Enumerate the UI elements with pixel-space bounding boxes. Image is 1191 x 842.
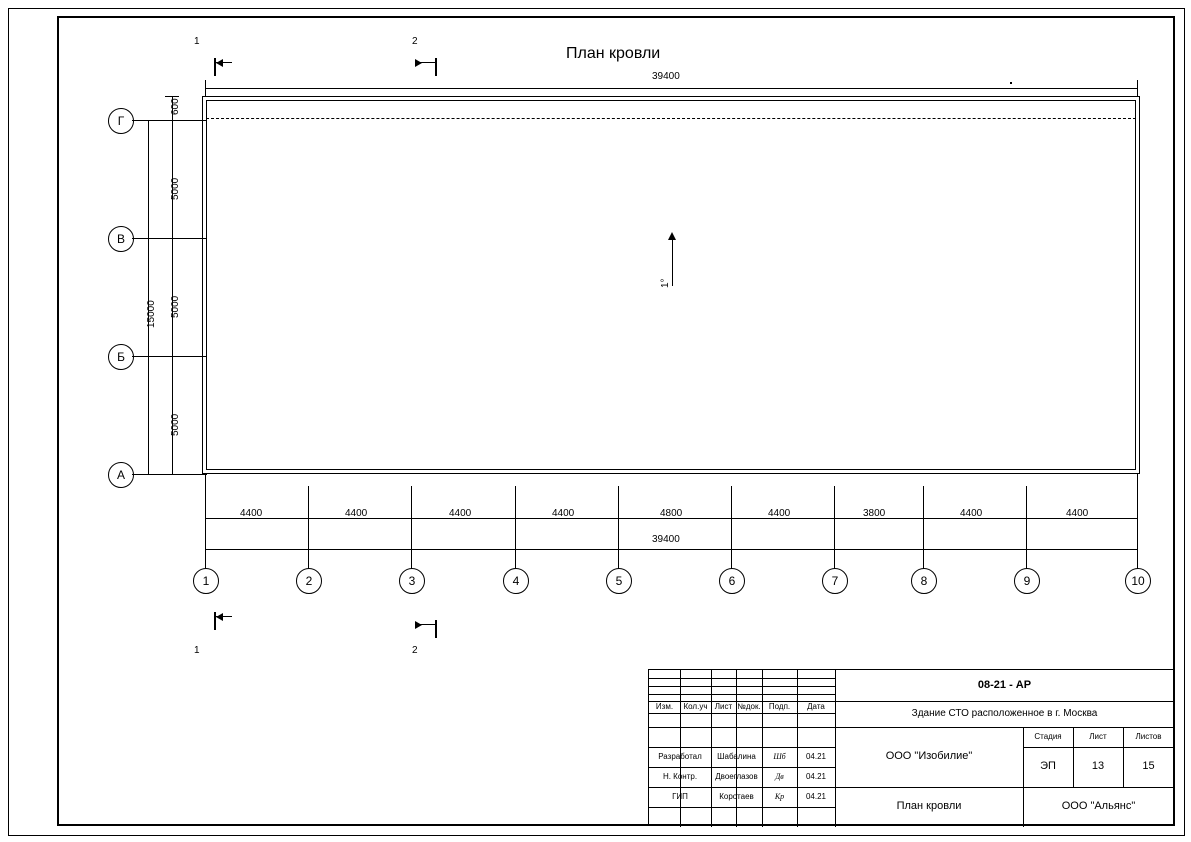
rev-header-data: Дата xyxy=(807,701,825,711)
axis-circle-5[interactable]: 5 xyxy=(606,568,632,594)
role-name-3: Коротаев xyxy=(719,791,754,801)
dim-15000-line xyxy=(148,120,149,474)
axis-circle-1[interactable]: 1 xyxy=(193,568,219,594)
stamp-sheet-title: План кровли xyxy=(896,800,962,813)
axis-circle-a[interactable]: А xyxy=(108,462,134,488)
bottom-overall-dim-label: 39400 xyxy=(652,534,680,545)
role-sign-2: Дв xyxy=(775,771,784,781)
bottom-chain-tick-7 xyxy=(834,511,835,525)
axis-circle-b[interactable]: Б xyxy=(108,344,134,370)
bottom-overall-tick-right xyxy=(1137,542,1138,556)
stamp-rev-row-2 xyxy=(649,686,835,687)
bottom-overall-tick-left xyxy=(205,542,206,556)
stamp-rev-row-3 xyxy=(649,694,835,695)
stage-value-list: 13 xyxy=(1091,760,1105,773)
plan-title: План кровли xyxy=(566,45,661,62)
rev-header-koluch: Кол.уч xyxy=(683,701,708,711)
roof-outline-inner xyxy=(206,100,1136,470)
dim-15000-tick-top xyxy=(141,120,155,121)
bottom-chain-tick-9 xyxy=(1026,511,1027,525)
section-label-2-top: 2 xyxy=(412,36,418,47)
top-dim-line xyxy=(205,88,1137,89)
span-label-1: 4400 xyxy=(240,508,263,519)
rev-header-ndok: №док. xyxy=(737,701,761,711)
top-dim-tick-right xyxy=(1137,80,1138,96)
role-label-1: Разработал xyxy=(658,751,702,761)
span-label-5: 4800 xyxy=(660,508,683,519)
stamp-rev-row-5 xyxy=(649,727,835,728)
span-label-7: 3800 xyxy=(863,508,886,519)
stamp-role-row-4 xyxy=(649,807,835,808)
span-label-9: 4400 xyxy=(1066,508,1089,519)
dim-15000-label: 15000 xyxy=(146,300,157,328)
stage-value-listov: 15 xyxy=(1142,760,1155,773)
role-date-2: 04.21 xyxy=(805,771,827,781)
axis-leader-3 xyxy=(411,486,412,570)
role-sign-3: Кр xyxy=(774,791,785,801)
dim-5000-label-3: 5000 xyxy=(170,413,181,436)
dim-600-label: 600 xyxy=(170,98,181,115)
stage-header-stadia: Стадия xyxy=(1034,731,1062,741)
role-label-2: Н. Контр. xyxy=(662,771,698,781)
stamp-contractor: ООО "Альянс" xyxy=(1061,800,1136,813)
axis-circle-v[interactable]: В xyxy=(108,226,134,252)
axis-circle-7[interactable]: 7 xyxy=(822,568,848,594)
reference-dot xyxy=(1010,82,1012,84)
span-label-3: 4400 xyxy=(449,508,472,519)
axis-leader-8 xyxy=(923,486,924,570)
axis-circle-g[interactable]: Г xyxy=(108,108,134,134)
section-label-1-bottom: 1 xyxy=(194,645,200,656)
axis-circle-10[interactable]: 10 xyxy=(1125,568,1151,594)
axis-leader-7 xyxy=(834,486,835,570)
axis-line-g-dashed xyxy=(206,118,1136,119)
rev-header-podp: Подп. xyxy=(768,701,791,711)
bottom-chain-tick-4 xyxy=(515,511,516,525)
span-label-6: 4400 xyxy=(768,508,791,519)
role-date-1: 04.21 xyxy=(805,751,827,761)
dim-chain-tick-bottom xyxy=(165,474,179,475)
dim-600-tick-top xyxy=(165,96,179,97)
axis-leader-6 xyxy=(731,486,732,570)
axis-circle-4[interactable]: 4 xyxy=(503,568,529,594)
role-sign-1: Шб xyxy=(773,751,786,761)
stamp-object: Здание СТО расположенное в г. Москва xyxy=(911,707,1098,719)
stamp-rev-row-4 xyxy=(649,713,835,714)
span-label-8: 4400 xyxy=(960,508,983,519)
axis-circle-8[interactable]: 8 xyxy=(911,568,937,594)
axis-leader-2 xyxy=(308,486,309,570)
dim-5000-label-2: 5000 xyxy=(170,295,181,318)
stamp-code: 08-21 - АР xyxy=(977,678,1032,691)
span-label-4: 4400 xyxy=(552,508,575,519)
top-overall-dim-label: 39400 xyxy=(652,71,680,82)
bottom-chain-tick-8 xyxy=(923,511,924,525)
bottom-chain-tick-1 xyxy=(205,511,206,525)
rev-header-izm: Изм. xyxy=(655,701,674,711)
role-label-3: ГИП xyxy=(672,791,688,801)
bottom-chain-tick-2 xyxy=(308,511,309,525)
stamp-rev-row-1 xyxy=(649,678,835,679)
axis-leader-5 xyxy=(618,486,619,570)
bottom-overall-dim-line xyxy=(205,549,1137,550)
dim-5000-tick-1 xyxy=(165,238,179,239)
stamp-company: ООО "Изобилие" xyxy=(885,750,973,763)
axis-leader-9 xyxy=(1026,486,1027,570)
axis-circle-9[interactable]: 9 xyxy=(1014,568,1040,594)
role-name-2: Двоеглазов xyxy=(715,771,758,781)
rev-header-list: Лист xyxy=(714,701,733,711)
stage-value-stadia: ЭП xyxy=(1040,760,1056,773)
axis-circle-2[interactable]: 2 xyxy=(296,568,322,594)
axis-leader-4 xyxy=(515,486,516,570)
bottom-chain-tick-6 xyxy=(731,511,732,525)
bottom-chain-tick-3 xyxy=(411,511,412,525)
top-dim-tick-left xyxy=(205,80,206,96)
bottom-chain-tick-5 xyxy=(618,511,619,525)
dim-5000-tick-2 xyxy=(165,356,179,357)
stage-header-listov: Листов xyxy=(1135,731,1162,741)
dim-5000-label-1: 5000 xyxy=(170,177,181,200)
stage-header-list: Лист xyxy=(1089,731,1107,741)
section-label-1-top: 1 xyxy=(194,36,200,47)
span-label-2: 4400 xyxy=(345,508,368,519)
title-block xyxy=(648,669,1175,826)
role-date-3: 04.21 xyxy=(805,791,827,801)
slope-label: 1° xyxy=(660,278,671,288)
axis-circle-6[interactable]: 6 xyxy=(719,568,745,594)
section-label-2-bottom: 2 xyxy=(412,645,418,656)
axis-circle-3[interactable]: 3 xyxy=(399,568,425,594)
bottom-chain-tick-10 xyxy=(1137,511,1138,525)
role-name-1: Шабалина xyxy=(717,751,756,761)
dim-15000-tick-bot xyxy=(141,474,155,475)
